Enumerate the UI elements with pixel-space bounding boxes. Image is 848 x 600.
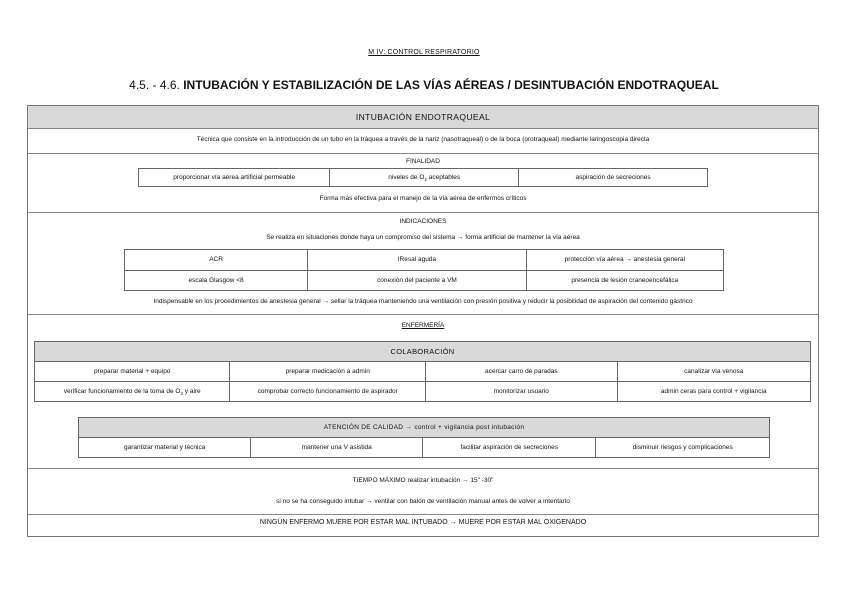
calidad-cell: garantizar material y técnica: [79, 438, 251, 458]
tiempo-band: [28, 468, 818, 515]
calidad-table: [78, 417, 770, 458]
calidad-label: ATENCIÓN DE CALIDAD → control + vigilancia post intubación: [79, 418, 770, 438]
indicaciones-label: INDICACIONES: [399, 218, 447, 225]
finalidad-label: FINALIDAD: [406, 158, 440, 165]
indicacion-cell: conexión del paciente a VM: [308, 270, 527, 291]
colaboracion-table: [34, 341, 811, 402]
indicacion-cell: presencia de lesión craneoencefálica: [526, 270, 723, 291]
tiempo-note: si no se ha conseguido intubar → ventilar con balón de ventilación manual antes de volver a intentarlo: [276, 498, 570, 505]
footer-statement: NINGÚN ENFERMO MUERE POR ESTAR MAL INTUBADO → MUERE POR ESTAR MAL OXIGENADO: [259, 519, 587, 526]
section-header: INTUBACIÓN ENDOTRAQUEAL: [28, 106, 818, 129]
colaboracion-label: COLABORACIÓN: [35, 342, 811, 362]
module-heading: M IV: CONTROL RESPIRATORIO: [368, 49, 480, 56]
content-frame: [27, 105, 819, 537]
colaboracion-cell: admin ceras para control + vigilancia: [617, 382, 811, 402]
indicacion-cell: escala Glasgow <8: [125, 270, 308, 291]
indicacion-cell: IResal aguda: [308, 250, 527, 271]
tiempo-text: TIEMPO MÁXIMO realizar intubación → 15" -30": [352, 477, 494, 484]
indicacion-cell: ACR: [125, 250, 308, 271]
finalidad-band: [28, 153, 818, 213]
page-title: [0, 78, 848, 92]
indicaciones-intro: Se realiza en situaciones donde haya un compromiso del sistema → forma artificial de mantener la vía aérea: [266, 234, 580, 241]
colaboracion-cell: preparar material + equipo: [35, 362, 230, 382]
title-number: 4.5. - 4.6.: [129, 78, 180, 92]
colaboracion-cell: verificar funcionamiento de la toma de $O_2$ y aire: [35, 382, 230, 402]
enfermeria-label: ENFERMERÍA: [401, 322, 445, 329]
definition-band: [28, 128, 818, 154]
colaboracion-cell: preparar medicación a admin: [230, 362, 426, 382]
colaboracion-cell: monitorizar usuario: [426, 382, 617, 402]
enfermeria-band: [28, 314, 818, 469]
finalidad-item: proporcionar vía aérea artificial permeable: [139, 169, 330, 187]
indicaciones-note: Indispensable en los procedimientos de anestesia general → sellar la tráquea manteniendo una ventilación con presión positiva y reducir la posibilidad de aspiración del contenido gástrico: [153, 298, 693, 305]
indicaciones-band: [28, 212, 818, 315]
title-text: INTUBACIÓN Y ESTABILIZACIÓN DE LAS VÍAS AÉREAS / DESINTUBACIÓN ENDOTRAQUEAL: [183, 78, 719, 92]
indicaciones-table: [124, 249, 724, 291]
calidad-cell: facilitar aspiración de secreciones: [423, 438, 596, 458]
finalidad-note: Forma más efectiva para el manejo de la vía aérea de enfermos críticos: [319, 195, 527, 202]
calidad-cell: mantener una V asistida: [251, 438, 423, 458]
definition-text: Técnica que consiste en la introducción de un tubo en la tráquea a través de la nariz (nasotraqueal) o de la boca (orotraqueal) mediante laringoscopia directa: [196, 136, 650, 143]
finalidad-table: [138, 168, 708, 187]
colaboracion-cell: comprobar correcto funcionamiento de aspirador: [230, 382, 426, 402]
finalidad-item: niveles de $O_2$ aceptables: [330, 169, 519, 187]
colaboracion-cell: canalizar vía venosa: [617, 362, 811, 382]
indicacion-cell: protección vía aérea → anestesia general: [526, 250, 723, 271]
colaboracion-cell: acercar carro de paradas: [426, 362, 617, 382]
calidad-cell: disminuir riesgos y complicaciones: [596, 438, 770, 458]
finalidad-item: aspiración de secreciones: [519, 169, 708, 187]
